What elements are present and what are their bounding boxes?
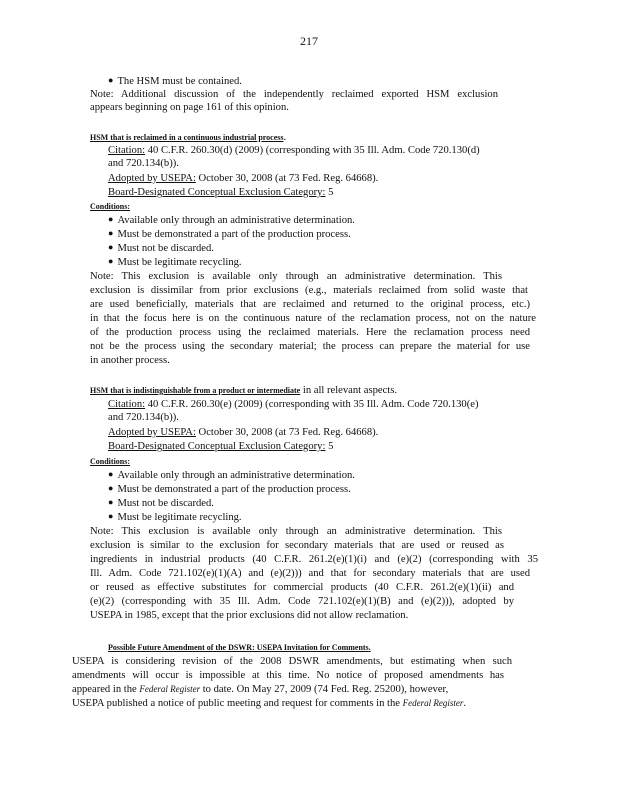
adopted-text: October 30, 2008 (at 73 Fed. Reg. 64668). xyxy=(195,427,379,438)
adopted-text: October 30, 2008 (at 73 Fed. Reg. 64668). xyxy=(195,173,379,184)
section2-heading: HSM that is indistinguishable from a product or intermediate xyxy=(90,386,301,395)
section2-note-line: Ill. Adm. Code 721.102(e)(1)(A) and (e)(2))) and that for secondary materials that are used xyxy=(90,568,530,579)
category-label: Board-Designated Conceptual Exclusion Category: xyxy=(108,187,326,198)
page-number: 217 xyxy=(300,34,318,48)
citation-label: Citation: xyxy=(108,399,146,410)
section1-heading: HSM that is reclaimed in a continuous industrial process xyxy=(90,133,284,142)
section1-note-line: in another process. xyxy=(90,355,170,366)
section1-note-line: Note: This exclusion is available only through an administrative determination. This xyxy=(90,271,502,282)
section1-category-row xyxy=(108,186,333,199)
section2-note-line: (e)(2) (corresponding with 35 Ill. Adm. Code 721.102(e)(1)(B) and (e)(2))), adopted by xyxy=(90,596,514,607)
adopted-label: Adopted by USEPA: xyxy=(108,427,196,438)
section2-citation-row xyxy=(108,398,478,411)
section1-heading-row xyxy=(90,131,390,144)
category-value: 5 xyxy=(325,441,334,452)
condition-item: ● Available only through an administrative determination. xyxy=(108,214,355,227)
fed-reg-italic: Federal Register xyxy=(139,684,201,694)
section1-note-line: not be the process using the secondary material; the process can prepare the material for use xyxy=(90,341,530,352)
section2-conditions-label: Conditions: xyxy=(90,457,131,466)
section2-note-line: ingredients in industrial products (40 C.F.R. 261.2(e)(1)(i) and (e)(2) (corresponding with 35 xyxy=(90,554,538,565)
citation-label: Citation: xyxy=(108,145,146,156)
section3-line-3: appeared in the Federal Register to date. On May 27, 2009 (74 Fed. Reg. 25200), however, xyxy=(72,684,449,695)
section3-line: USEPA is considering revision of the 2008 DSWR amendments, but estimating when such xyxy=(72,656,512,667)
citation-text-cont: and 720.134(b)). xyxy=(108,412,179,423)
intro-bullet: ● The HSM must be contained. xyxy=(108,75,242,88)
condition-item: ● Must be legitimate recycling. xyxy=(108,256,242,269)
intro-note-line: appears beginning on page 161 of this opinion. xyxy=(90,102,289,113)
section1-note-line: of the production process using the reclaimed materials. Here the reclamation process need xyxy=(90,327,530,338)
section1-conditions-label: Conditions: xyxy=(90,202,131,211)
condition-item: ● Must not be discarded. xyxy=(108,497,214,510)
section2-heading-row xyxy=(90,384,520,397)
section1-note-line: exclusion is dissimilar from prior exclusions (e.g., materials reclaimed from solid waste that xyxy=(90,285,528,296)
condition-item: ● Must not be discarded. xyxy=(108,242,214,255)
section1-heading-end: . xyxy=(283,132,287,143)
adopted-label: Adopted by USEPA: xyxy=(108,173,196,184)
citation-text: 40 C.F.R. 260.30(e) (2009) (corresponding with 35 Ill. Adm. Code 720.130(e) xyxy=(145,399,479,410)
fed-reg-italic: Federal Register xyxy=(402,698,464,708)
section1-citation-row xyxy=(108,144,480,157)
section1-adopted-row xyxy=(108,172,378,185)
intro-note-line: Note: Additional discussion of the independently reclaimed exported HSM exclusion xyxy=(90,89,498,100)
category-label: Board-Designated Conceptual Exclusion Category: xyxy=(108,441,326,452)
section2-note-line: Note: This exclusion is available only through an administrative determination. This xyxy=(90,526,502,537)
section2-note-line: USEPA in 1985, except that the prior exclusions did not allow reclamation. xyxy=(90,610,409,621)
section2-category-row xyxy=(108,440,333,453)
condition-item: ● Must be legitimate recycling. xyxy=(108,511,242,524)
section3-heading: Possible Future Amendment of the DSWR: USEPA Invitation for Comments. xyxy=(108,643,371,652)
condition-item: ● Available only through an administrative determination. xyxy=(108,469,355,482)
section1-note-line: in that the focus here is on the continuous nature of the reclamation process, not on the nature xyxy=(90,313,536,324)
citation-text-cont: and 720.134(b)). xyxy=(108,158,179,169)
citation-text: 40 C.F.R. 260.30(d) (2009) (corresponding with 35 Ill. Adm. Code 720.130(d) xyxy=(145,145,480,156)
section3-line: amendments will occur is impossible at this time. No notice of proposed amendments has xyxy=(72,670,504,681)
section3-line-4: USEPA published a notice of public meeting and request for comments in the Federal Register. xyxy=(72,698,466,709)
category-value: 5 xyxy=(325,187,334,198)
section2-heading-end: in all relevant aspects. xyxy=(300,385,398,396)
condition-item: ● Must be demonstrated a part of the production process. xyxy=(108,483,351,496)
section1-note-line: are used beneficially, materials that are reclaimed and returned to the original process, etc.) xyxy=(90,299,530,310)
section2-note-line: exclusion is similar to the exclusion for secondary materials that are used or reused as xyxy=(90,540,504,551)
section2-note-line: or reused as effective substitutes for commercial products (40 C.F.R. 261.2(e)(1)(ii) and xyxy=(90,582,514,593)
section2-adopted-row xyxy=(108,426,378,439)
condition-item: ● Must be demonstrated a part of the production process. xyxy=(108,228,351,241)
